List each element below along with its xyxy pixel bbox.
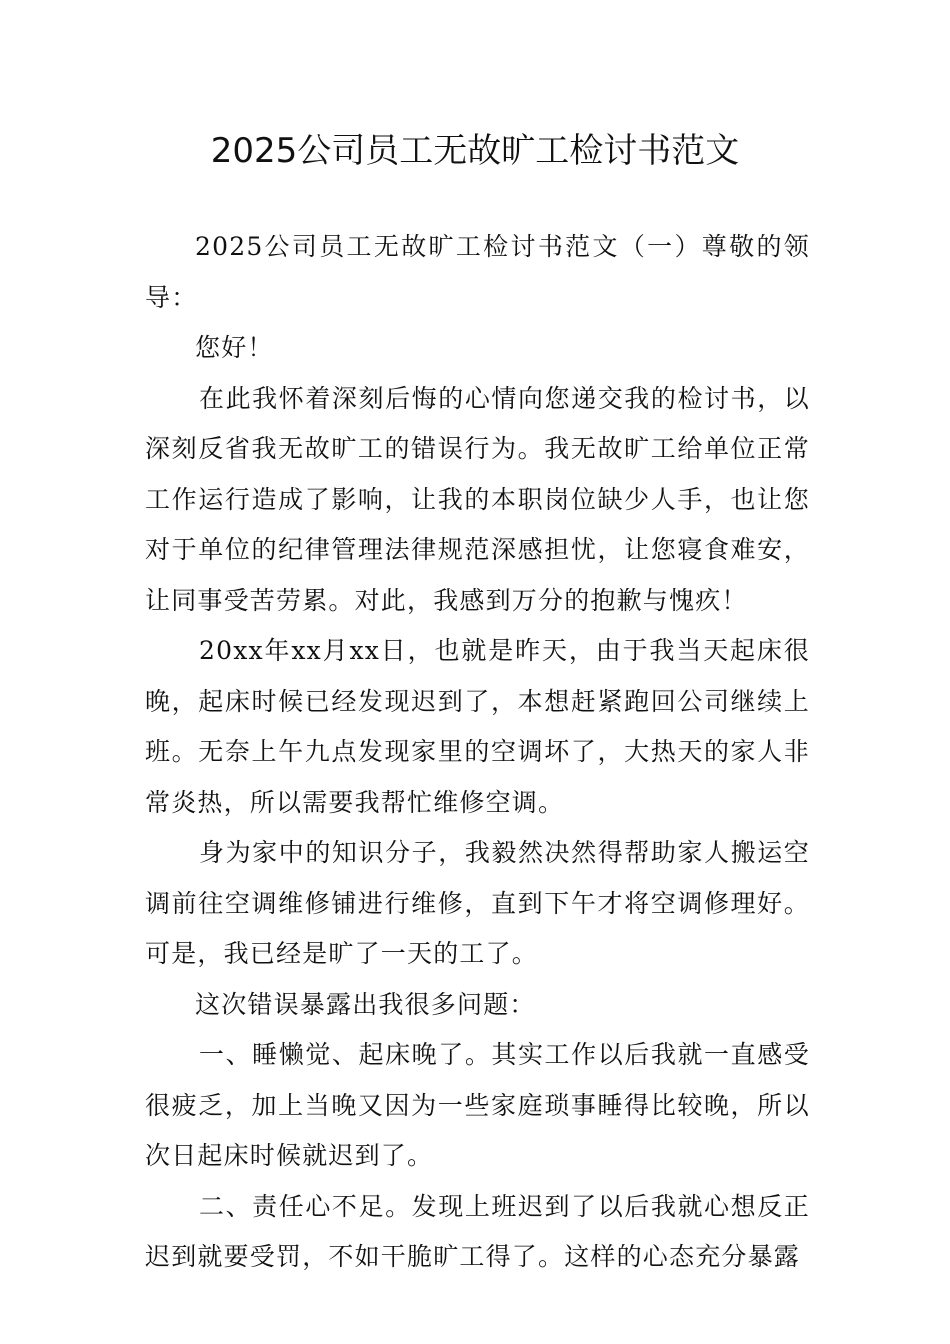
salutation-line: 2025公司员工无故旷工检讨书范文（一）尊敬的领导：: [145, 232, 810, 312]
document-body: [145, 222, 810, 1283]
paragraph-repair: 身为家中的知识分子，我毅然决然得帮助家人搬运空调前往空调维修铺进行维修，直到下午才将空调修理好。可是，我已经是旷了一天的工了。: [145, 838, 810, 968]
paragraph-problems-intro: 这次错误暴露出我很多问题：: [195, 989, 536, 1019]
paragraph-problem-two: 二、责任心不足。发现上班迟到了以后我就心想反正迟到就要受罚，不如干脆旷工得了。这样的心态充分暴露: [145, 1191, 810, 1271]
greeting-line: 您好！: [195, 333, 274, 362]
paragraph-problem-one: 一、睡懒觉、起床晚了。其实工作以后我就一直感受很疲乏，加上当晚又因为一些家庭琐事睡得比较晚，所以次日起床时候就迟到了。: [145, 1040, 810, 1170]
document-title: 2025公司员工无故旷工检讨书范文: [210, 131, 740, 171]
paragraph-apology: 在此我怀着深刻后悔的心情向您递交我的检讨书，以深刻反省我无故旷工的错误行为。我无故旷工给单位正常工作运行造成了影响，让我的本职岗位缺少人手，也让您对于单位的纪律管理法律规范深感担忧，让您寝食难安，让同事受苦劳累。对此，我感到万分的抱歉与愧疚！: [145, 383, 810, 615]
paragraph-incident: 20xx年xx月xx日，也就是昨天，由于我当天起床很晚，起床时候已经发现迟到了，本想赶紧跑回公司继续上班。无奈上午九点发现家里的空调坏了，大热天的家人非常炎热，所以需要我帮忙维修空调。: [145, 636, 810, 817]
